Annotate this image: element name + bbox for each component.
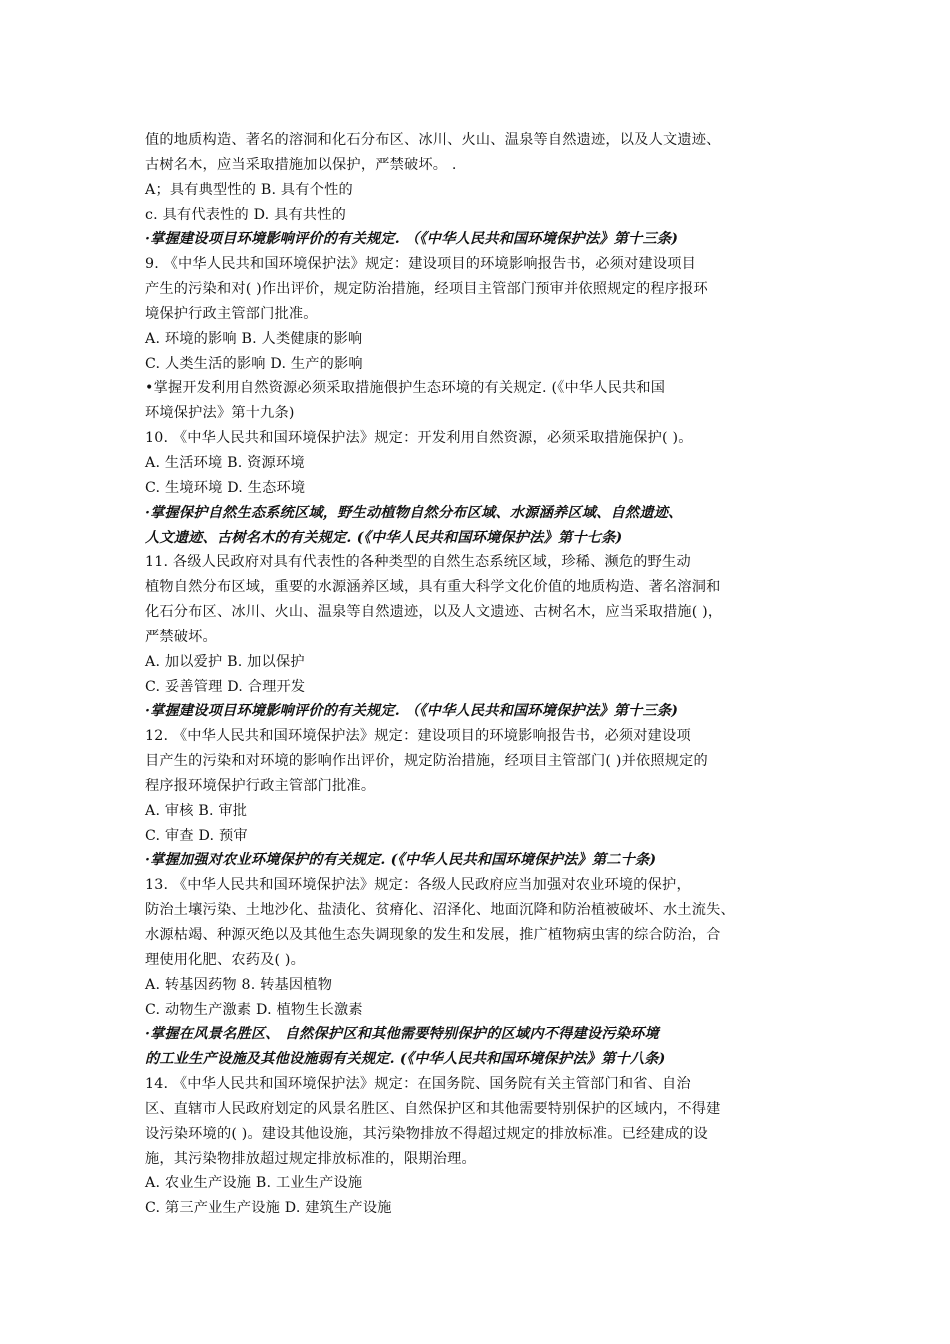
text-line: 9. 《中华人民共和国环境保护法》规定：建设项目的环境影响报告书，必须对建设项目	[145, 256, 696, 273]
text-line: C. 审查 D. 预审	[145, 827, 248, 844]
document-page	[145, 128, 805, 1221]
section-heading-line: ·掌握在风景名胜区、 自然保护区和其他需要特别保护的区域内不得建设污染环境	[145, 1026, 659, 1043]
text-line: 防治土壤污染、土地沙化、盐渍化、贫瘠化、沼泽化、地面沉降和防治植被破坏、水土流失、	[145, 902, 735, 919]
text-line: C. 第三产业生产设施 D. 建筑生产设施	[145, 1200, 392, 1217]
text-line: •掌握开发利用自然资源必须采取措施偎护生态环境的有关规定. (《中华人民共和国	[145, 380, 666, 397]
section-heading-line: ·掌握建设项目环境影响评价的有关规定. （《中华人民共和国环境保护法》第十三条)	[145, 231, 679, 248]
section-heading-line: ·掌握保护自然生态系统区域，野生动植物自然分布区域、水源涵养区域、自然遗迹、	[145, 504, 683, 521]
text-line: 程序报环境保护行政主管部门批准。	[145, 777, 376, 794]
text-line: 产生的污染和对( )作出评价，规定防治措施，经项目主管部门预审并依照规定的程序报环	[145, 281, 708, 298]
text-line: A. 审核 B. 审批	[145, 802, 248, 819]
text-line: 水源枯竭、种源灭绝以及其他生态失调现象的发生和发展，推广植物病虫害的综合防治，合	[145, 927, 721, 943]
text-line: A. 生活环境 B. 资源环境	[145, 454, 305, 471]
text-line: 境保护行政主管部门批准。	[145, 305, 318, 322]
text-line: 14. 《中华人民共和国环境保护法》规定：在国务院、国务院有关主管部门和省、自治	[145, 1076, 691, 1093]
text-line: A. 加以爱护 B. 加以保护	[145, 653, 305, 670]
text-line: A. 环境的影响 B. 人类健康的影响	[145, 330, 363, 347]
text-line: A. 农业生产设施 B. 工业生产设施	[145, 1175, 363, 1192]
text-line: 设污染环境的( )。建设其他设施，其污染物排放不得超过规定的排放标准。已经建成的设	[145, 1125, 708, 1142]
text-line: 严禁破坏。	[145, 628, 217, 645]
text-line: 理使用化肥、农药及( )。	[145, 951, 306, 968]
text-line: 10. 《中华人民共和国环境保护法》规定：开发利用自然资源，必须采取措施保护( )。	[145, 430, 693, 447]
section-heading-line: 人文遗迹、古树名木的有关规定. (《中华人民共和国环境保护法》第十七条)	[145, 529, 623, 546]
text-line: 12. 《中华人民共和国环境保护法》规定：建设项目的环境影响报告书，必须对建设项	[145, 728, 691, 745]
text-line: 施，其污染物排放超过规定排放标准的，限期治理。	[145, 1150, 476, 1167]
text-line: C. 妥善管理 D. 合理开发	[145, 678, 306, 695]
text-line: 目产生的污染和对环境的影响作出评价，规定防治措施，经项目主管部门( )并依照规定的	[145, 753, 708, 770]
section-heading-line: ·掌握加强对农业环境保护的有关规定. (《中华人民共和国环境保护法》第二十条)	[145, 852, 657, 869]
text-line: 11. 各级人民政府对具有代表性的各种类型的自然生态系统区域，珍稀、濒危的野生动	[145, 554, 691, 571]
text-line: c. 具有代表性的 D. 具有共性的	[145, 206, 347, 223]
text-line: 区、直辖市人民政府划定的风景名胜区、自然保护区和其他需要特别保护的区域内，不得建	[145, 1100, 721, 1117]
text-line: A；具有典型性的 B. 具有个性的	[145, 181, 353, 198]
text-line: C. 人类生活的影响 D. 生产的影响	[145, 355, 363, 372]
text-line: 古树名木，应当采取措施加以保护，严禁破坏。 .	[145, 156, 457, 173]
text-line: C. 生境环境 D. 生态环境	[145, 479, 306, 496]
text-line: 环境保护法》第十九条)	[145, 405, 295, 422]
text-line: 值的地质构造、著名的溶洞和化石分布区、冰川、火山、温泉等自然遗迹，以及人文遗迹、	[145, 132, 721, 148]
section-heading-line: 的工业生产设施及其他设施弱有关规定. (《中华人民共和国环境保护法》第十八条)	[145, 1051, 666, 1068]
text-line: A. 转基因药物 8. 转基因植物	[145, 976, 333, 993]
section-heading-line: ·掌握建设项目环境影响评价的有关规定. （《中华人民共和国环境保护法》第十三条)	[145, 703, 679, 720]
text-line: 化石分布区、冰川、火山、温泉等自然遗迹，以及人文遗迹、古树名木，应当采取措施( )，	[145, 604, 723, 621]
text-line: C. 动物生产激素 D. 植物生长激素	[145, 1001, 363, 1018]
text-line: 13. 《中华人民共和国环境保护法》规定：各级人民政府应当加强对农业环境的保护，	[145, 877, 691, 894]
text-line: 植物自然分布区域，重要的水源涵养区域，具有重大科学文化价值的地质构造、著名溶洞和	[145, 579, 721, 596]
